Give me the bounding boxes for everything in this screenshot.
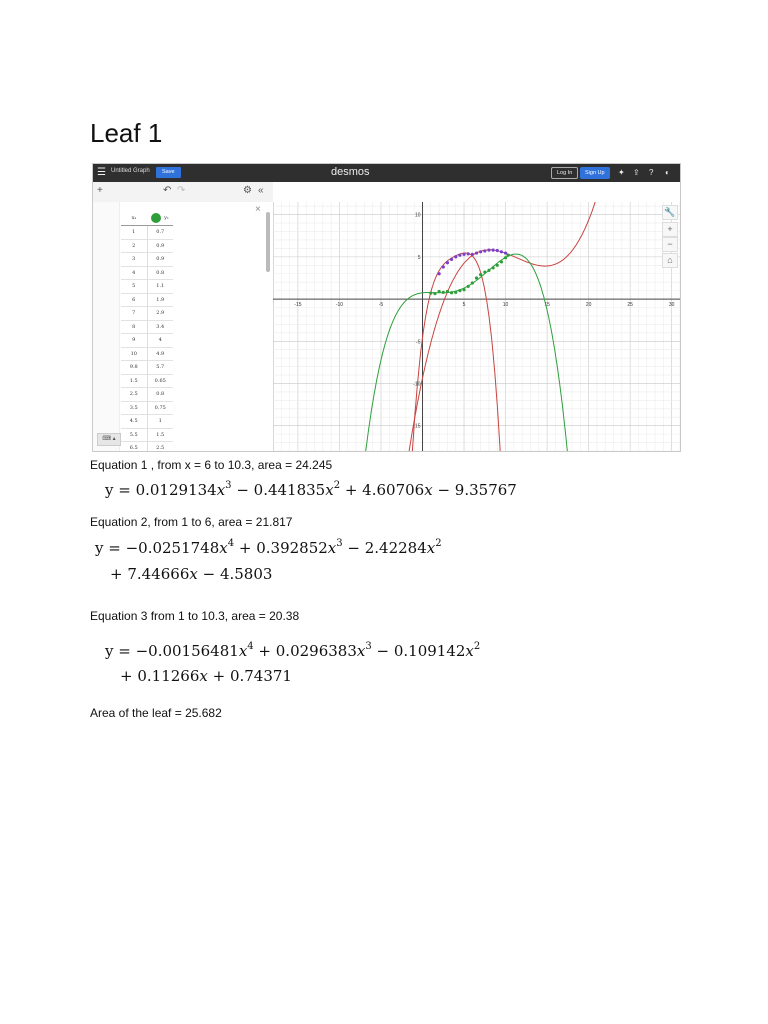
table-cell-y[interactable]: 5.7 (147, 361, 173, 375)
table-cell-y[interactable]: 1.5 (147, 428, 173, 442)
purple-data-point (471, 253, 474, 256)
green-data-point (471, 281, 474, 284)
table-row[interactable] (121, 293, 173, 307)
x-tick-label: 15 (544, 302, 550, 309)
green-data-point (442, 291, 445, 294)
x-tick-label: -15 (294, 302, 302, 309)
table-row[interactable] (121, 415, 173, 429)
purple-data-point (475, 251, 478, 254)
wrench-icon[interactable]: 🔧 (662, 205, 678, 220)
caption-equation-3: Equation 3 from 1 to 10.3, area = 20.38 (90, 609, 300, 623)
table-cell-x[interactable]: 3.5 (121, 401, 147, 415)
purple-data-point (442, 265, 445, 268)
caption-leaf-area: Area of the leaf = 25.682 (90, 706, 222, 720)
table-row[interactable] (121, 239, 173, 253)
table-cell-x[interactable]: 2.5 (121, 388, 147, 402)
zoom-in-button[interactable]: + (662, 222, 678, 237)
caption-equation-1: Equation 1 , from x = 6 to 10.3, area = 24.245 (90, 458, 333, 472)
help-icon[interactable]: ? (649, 168, 654, 177)
color-palette-icon[interactable] (151, 213, 161, 223)
green-data-point (483, 270, 486, 273)
equation-1: $y = 0.0129134x^3 - 0.441835x^2 + 4.60706x - 9.35767$ (105, 480, 517, 499)
caption-equation-2: Equation 2, from 1 to 6, area = 21.817 (90, 515, 293, 529)
equation-3-line-1: $y = -0.00156481x^4 + 0.0296383x^3 - 0.109142x^2$ (105, 641, 481, 660)
table-cell-x[interactable]: 9.8 (121, 361, 147, 375)
green-data-point (496, 264, 499, 267)
purple-data-point (450, 258, 453, 261)
table-cell-x[interactable]: 4.5 (121, 415, 147, 429)
purple-data-point (492, 249, 495, 252)
list-scrollbar[interactable] (266, 212, 270, 272)
table-cell-y[interactable]: 0.8 (147, 388, 173, 402)
share-icon[interactable]: ⇪ (633, 168, 640, 177)
login-button[interactable]: Log In (551, 167, 578, 179)
green-data-point (479, 273, 482, 276)
purple-data-point (487, 249, 490, 252)
green-data-point (438, 290, 441, 293)
close-icon[interactable]: × (255, 204, 261, 215)
purple-data-point (438, 272, 441, 275)
redo-icon[interactable]: ↷ (177, 185, 186, 196)
purple-data-point (504, 251, 507, 254)
table-cell-x[interactable]: 10 (121, 347, 147, 361)
table-row[interactable] (121, 428, 173, 442)
x-tick-label: 25 (627, 302, 633, 309)
graph-paper[interactable] (273, 202, 680, 451)
purple-data-point (483, 249, 486, 252)
equation-2-curve (410, 253, 502, 451)
purple-data-point (500, 250, 503, 253)
table-row[interactable] (121, 442, 173, 453)
sparkle-icon[interactable]: ✦ (618, 168, 625, 177)
table-row[interactable] (121, 253, 173, 267)
add-item-icon[interactable]: + (97, 185, 103, 196)
green-data-point (450, 291, 453, 294)
green-data-point (454, 291, 457, 294)
green-data-point (492, 266, 495, 269)
y-tick-label: -5 (416, 339, 421, 346)
graph-name[interactable]: Untitled Graph (111, 168, 150, 174)
language-icon[interactable]: ◐ (665, 168, 670, 177)
table-cell-x[interactable]: 2 (121, 239, 147, 253)
table-cell-x[interactable]: 8 (121, 320, 147, 334)
table-cell-y[interactable]: 1.9 (147, 293, 173, 307)
green-data-point (429, 292, 432, 295)
y-tick-label: 10 (414, 212, 421, 219)
table-cell-y[interactable]: 0.9 (147, 239, 173, 253)
equation-1-curve (403, 202, 607, 451)
table-row[interactable] (121, 347, 173, 361)
table-header-y[interactable]: y₁ (147, 210, 173, 226)
table-cell-y[interactable]: 0.75 (147, 401, 173, 415)
list-gutter (93, 202, 120, 451)
table-cell-y[interactable]: 2.5 (147, 442, 173, 453)
x-tick-label: -10 (335, 302, 344, 309)
expression-toolbar (93, 182, 273, 203)
table-row[interactable] (121, 320, 173, 334)
table-cell-y[interactable]: 0.65 (147, 374, 173, 388)
table-cell-x[interactable]: 5 (121, 280, 147, 294)
table-cell-y[interactable]: 3.4 (147, 320, 173, 334)
table-row[interactable] (121, 401, 173, 415)
table-cell-x[interactable]: 5.5 (121, 428, 147, 442)
table-cell-x[interactable]: 6 (121, 293, 147, 307)
purple-data-point (479, 250, 482, 253)
green-data-point (506, 254, 509, 257)
table-cell-y[interactable]: 0.8 (147, 266, 173, 280)
home-icon[interactable]: ⌂ (662, 253, 678, 268)
table-cell-x[interactable]: 1.5 (121, 374, 147, 388)
table-row[interactable] (121, 280, 173, 294)
table-cell-y[interactable]: 0.7 (147, 226, 173, 240)
table-cell-x[interactable]: 6.5 (121, 442, 147, 453)
purple-data-point (446, 261, 449, 264)
green-data-point (458, 289, 461, 292)
table-cell-y[interactable]: 0.9 (147, 253, 173, 267)
purple-data-point (462, 253, 465, 256)
green-data-point (446, 290, 449, 293)
table-cell-y[interactable]: 2.9 (147, 307, 173, 321)
save-button[interactable]: Save (156, 167, 181, 178)
x-tick-label: 10 (502, 302, 509, 309)
equation-3-curve (361, 254, 571, 451)
menu-icon[interactable]: ☰ (97, 167, 106, 178)
desmos-logo: desmos (331, 166, 370, 178)
table-cell-x[interactable]: 3 (121, 253, 147, 267)
expression-list (93, 202, 274, 451)
table-cell-x[interactable]: 9 (121, 334, 147, 348)
table-row[interactable] (121, 388, 173, 402)
table-cell-x[interactable]: 4 (121, 266, 147, 280)
purple-data-point (496, 249, 499, 252)
table-cell-y[interactable]: 4 (147, 334, 173, 348)
table-cell-y[interactable]: 4.9 (147, 347, 173, 361)
purple-data-point (467, 252, 470, 255)
gear-icon[interactable]: ⚙ (243, 185, 252, 196)
table-row[interactable] (121, 374, 173, 388)
table-header-x[interactable]: x₁ (121, 210, 147, 226)
undo-icon[interactable]: ↶ (163, 185, 172, 196)
purple-data-point (458, 254, 461, 257)
equation-2-line-1: $y = -0.0251748x^4 + 0.392852x^3 - 2.42284x^2$ (95, 538, 442, 557)
x-tick-label: -5 (378, 302, 384, 309)
y-tick-label: 5 (417, 254, 421, 261)
green-data-point (487, 269, 490, 272)
data-table (121, 210, 173, 452)
signup-button[interactable]: Sign Up (580, 167, 610, 179)
document-title: Leaf 1 (90, 118, 163, 148)
y-tick-label: -15 (413, 423, 421, 430)
table-cell-x[interactable]: 7 (121, 307, 147, 321)
zoom-out-button[interactable]: − (662, 237, 678, 252)
table-row[interactable] (121, 307, 173, 321)
table-row[interactable] (121, 226, 173, 240)
equation-2-line-2: + 7.44666x − 4.5803 (110, 565, 273, 583)
graph-canvas[interactable] (273, 202, 680, 451)
green-data-point (500, 260, 503, 263)
x-tick-label: 5 (462, 302, 466, 309)
desmos-screenshot (92, 163, 681, 452)
table-cell-y[interactable]: 1.1 (147, 280, 173, 294)
green-data-point (462, 288, 465, 291)
table-row[interactable] (121, 266, 173, 280)
y-tick-label: -10 (413, 381, 421, 388)
green-data-point (475, 276, 478, 279)
desmos-top-bar (93, 164, 680, 182)
green-data-point (467, 285, 470, 288)
table-row[interactable] (121, 334, 173, 348)
table-row[interactable] (121, 361, 173, 375)
x-tick-label: 30 (668, 302, 675, 309)
purple-data-point (454, 255, 457, 258)
x-tick-label: 20 (585, 302, 592, 309)
green-data-point (504, 256, 507, 259)
equation-3-line-2: + 0.11266x + 0.74371 (120, 667, 292, 685)
collapse-list-icon[interactable]: « (258, 185, 264, 196)
table-cell-x[interactable]: 1 (121, 226, 147, 240)
table-cell-y[interactable]: 1 (147, 415, 173, 429)
green-data-point (433, 292, 436, 295)
keyboard-toggle-icon[interactable]: ⌨ ▴ (97, 433, 121, 446)
